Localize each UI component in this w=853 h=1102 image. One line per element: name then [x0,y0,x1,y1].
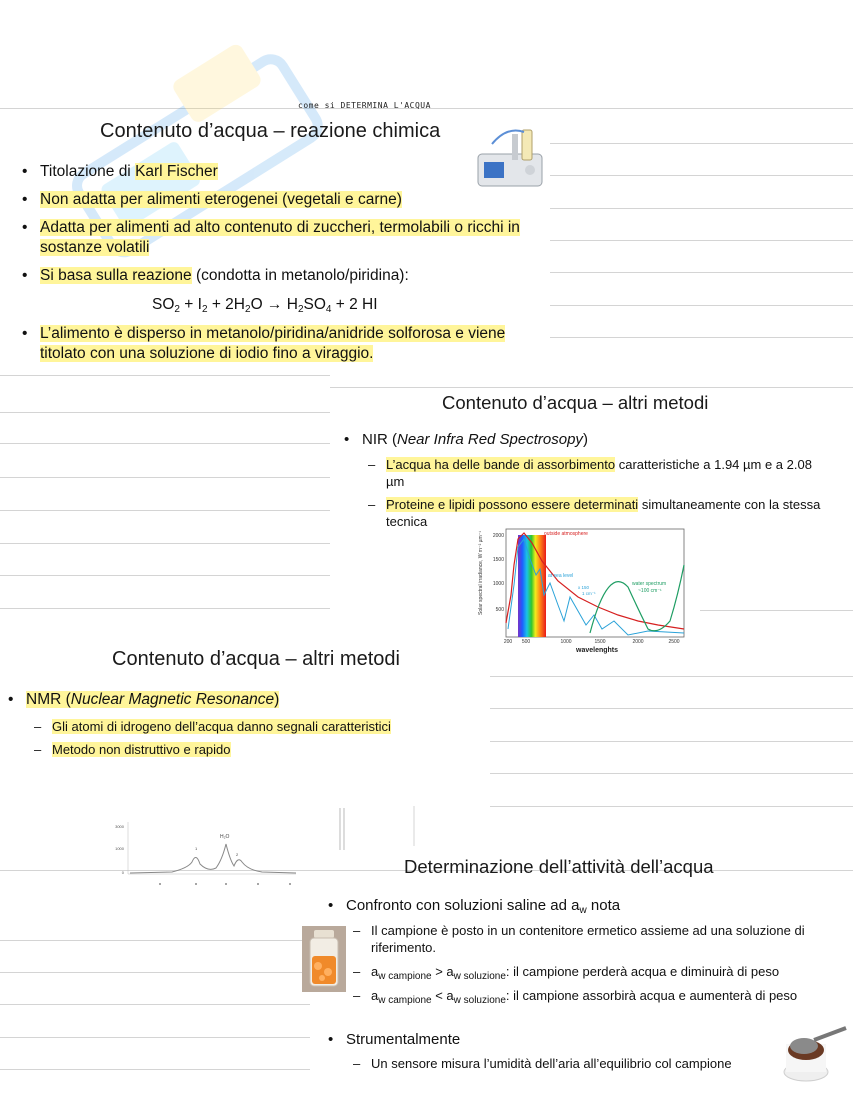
spectrum-label-water: water spectrum [632,581,667,587]
s4-sub-1: – Il campione è posto in un contenitore ermetico assieme ad una soluzione di riferimento. [353,923,805,955]
slide4-title: Determinazione dell’attività dell’acqua [404,856,714,877]
s4-sub-3: – $a_{w campione} < a_{w soluzione}$: il campione assorbirà acqua e aumenterà di peso [353,988,798,1006]
slide2-title: Contenuto d’acqua – altri metodi [442,392,709,413]
saline-jar-image [302,926,346,992]
spectrum-xtick: 500 [521,639,531,645]
s1-bullet-4: • Si basa sulla reazione (condotta in metanolo/piridina): [22,267,409,284]
spectrum-xtick: 2000 [632,639,644,645]
nmr-spectrum [112,818,302,890]
s1-bullet-5: • L’alimento è disperso in metanolo/piridina/anidride solforosa e viene titolato con una soluzione di iodio fino a viraggio. [22,325,506,362]
karl-fischer-equation: $SO_2 + I_2 + 2H_2O \to H_2SO_4 + 2$ HI [152,296,378,315]
solar-spectrum-chart [478,525,690,655]
s1-bullet-2: • Non adatta per alimenti eterogenei (vegetali e carne) [22,191,402,208]
humidity-sensor-image [780,1022,850,1084]
nmr-ytick: 0 [121,870,124,875]
s3-sub-2: – Metodo non distruttivo e rapido [34,742,231,757]
s4-bullet-2: • Strumentalmente [328,1031,461,1048]
s4-sub-2: – $a_{w campione} > a_{w soluzione}$: il campione perderà acqua e diminuirà di peso [353,964,780,982]
s2-sub-2: – Proteine e lipidi possono essere determinati simultaneamente con la stessa tecnica [368,497,821,529]
s3-sub-1: – Gli atomi di idrogeno dell’acqua danno segnali caratteristici [34,719,391,734]
spectrum-ytick: 500 [495,607,504,613]
slide1-title: Contenuto d’acqua – reazione chimica [100,120,441,142]
spectrum-label-x150b: 1 cm⁻¹ [582,591,596,596]
spectrum-ytick: 2000 [492,533,504,539]
nmr-ytick: 1000 [115,846,124,851]
nmr-peak-1: 1 [195,846,198,851]
nmr-peak-label: H₂O [220,834,230,840]
handwritten-note: come si DETERMINA L'ACQUA [298,101,431,110]
spectrum-label-sea: at sea level [548,573,574,579]
spectrum-ytick: 1000 [492,581,504,587]
s2-sub-1: – L’acqua ha delle bande di assorbimento caratteristiche a 1.94 µm e a 2.08 µm [368,457,812,489]
spectrum-xlabel: wavelenghts [576,647,619,654]
s2-bullet-nir: • NIR (Near Infra Red Spectrosopy) [344,431,588,448]
spectrum-xtick: 2500 [668,639,680,645]
spectrum-label-x150: x 150 [578,585,590,590]
spectrum-ylabel: Solar spectral irradiance, W m⁻² µm⁻¹ [478,530,484,615]
s4-bullet-1: • Confronto con soluzioni saline ad $a_w$ nota [328,897,621,916]
s1-bullet-1: • Titolazione di Karl Fischer [22,163,218,180]
spectrum-xtick: 1500 [594,639,606,645]
spectrum-xtick: 1000 [560,639,572,645]
spectrum-label-atm: outside atmosphere [544,531,588,537]
s4-sub-4: – Un sensore misura l’umidità dell’aria all’equilibrio col campione [353,1056,732,1071]
s3-bullet-nmr: • NMR (Nuclear Magnetic Resonance) [8,691,280,708]
spectrum-xtick: 200 [503,639,513,645]
s1-bullet-3: • Adatta per alimenti ad alto contenuto di zuccheri, termolabili o ricchi in sostanze volatili [22,219,520,256]
nmr-peak-2: 2 [236,852,239,857]
slide3-title: Contenuto d’acqua – altri metodi [112,648,400,670]
spectrum-ytick: 1500 [492,557,504,563]
nmr-ytick: 3000 [115,824,124,829]
nmr-fragment [334,806,424,852]
spectrum-label-water2: ~100 cm⁻¹ [638,588,662,594]
